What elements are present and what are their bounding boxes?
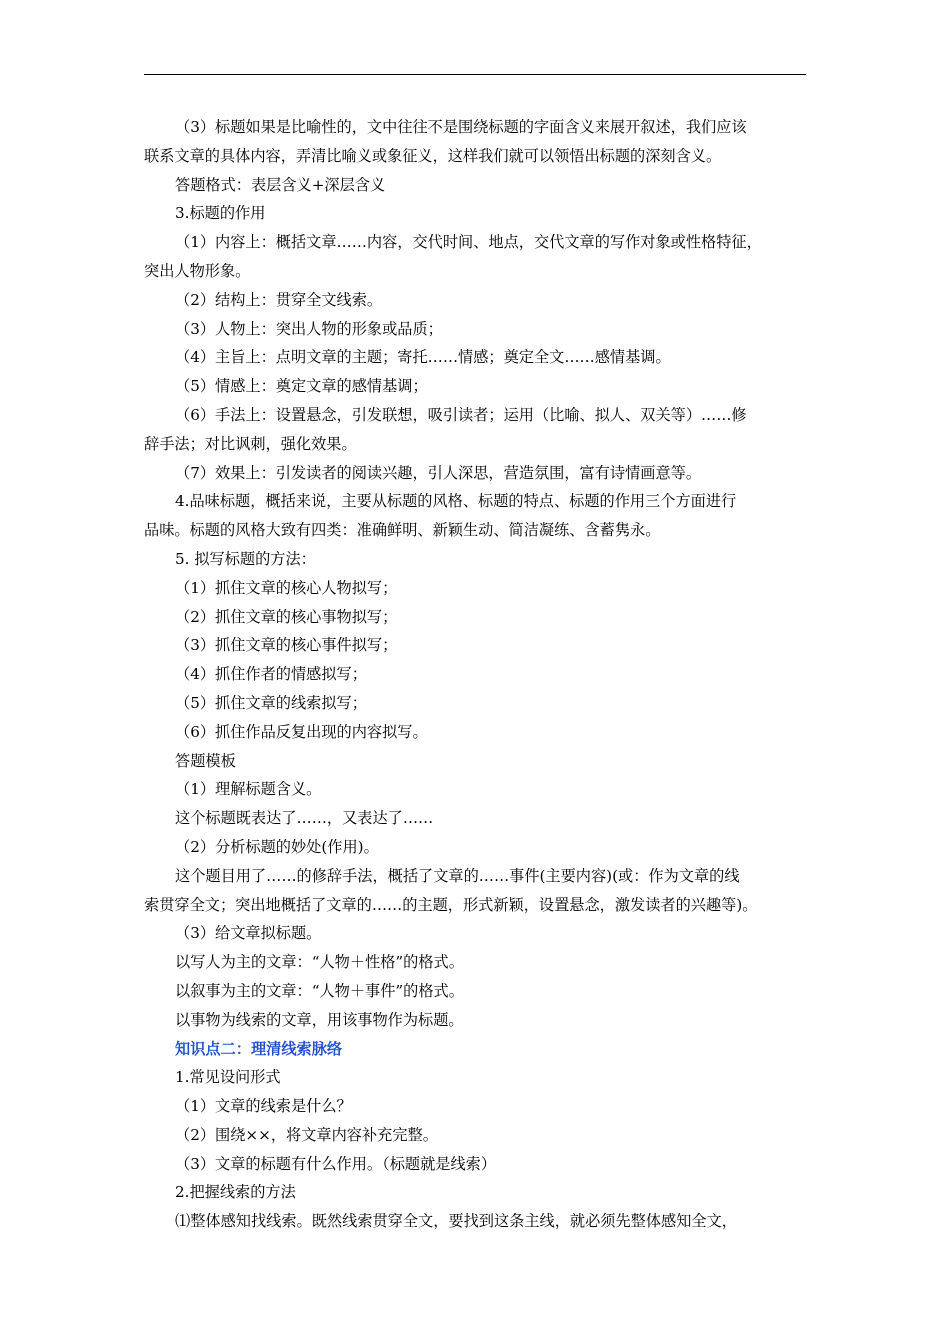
text-line: 辞手法；对比讽刺，强化效果。 (144, 434, 357, 453)
text-line: 以写人为主的文章：“人物＋性格”的格式。 (175, 953, 464, 972)
text-line: （6）手法上：设置悬念，引发联想，吸引读者；运用（比喻、拟人、双关等）……修 (175, 405, 747, 424)
text-line: 这个题目用了……的修辞手法，概括了文章的……事件(主要内容)(或：作为文章的线 (175, 866, 740, 885)
text-line: （5）抓住文章的线索拟写； (175, 693, 367, 712)
text-line: （6）抓住作品反复出现的内容拟写。 (175, 722, 428, 741)
text-line: 联系文章的具体内容，弄清比喻义或象征义，这样我们就可以领悟出标题的深刻含义。 (144, 146, 722, 165)
text-line: 以叙事为主的文章：“人物＋事件”的格式。 (175, 981, 464, 1000)
text-line: 5. 拟写标题的方法： (175, 549, 316, 568)
text-line: 索贯穿全文；突出地概括了文章的……的主题，形式新颖，设置悬念，激发读者的兴趣等)。 (144, 895, 758, 914)
text-line: ⑴整体感知找线索。既然线索贯穿全文，要找到这条主线，就必须先整体感知全文， (175, 1212, 737, 1231)
text-line: （3）标题如果是比喻性的，文中往往不是围绕标题的字面含义来展开叙述，我们应该 (175, 118, 747, 136)
text-line: （2）结构上：贯穿全文线索。 (175, 290, 383, 309)
text-line: 以事物为线索的文章，用该事物作为标题。 (175, 1010, 464, 1029)
text-line: （1）理解标题含义。 (175, 780, 322, 799)
text-line: （7）效果上：引发读者的阅读兴趣，引人深思，营造氛围，富有诗情画意等。 (175, 463, 702, 482)
text-line: （3）抓住文章的核心事件拟写； (175, 636, 398, 655)
text-line: 2.把握线索的方法 (175, 1183, 296, 1202)
section-heading: 知识点二：理清线索脉络 (175, 1039, 343, 1058)
text-line: 1.常见设问形式 (175, 1068, 281, 1087)
text-line: （3）人物上：突出人物的形象或品质； (175, 319, 443, 338)
text-line: 3.标题的作用 (175, 204, 266, 223)
text-line: 突出人物形象。 (144, 261, 251, 280)
text-line: （1）文章的线索是什么？ (175, 1097, 352, 1116)
text-line: （3）给文章拟标题。 (175, 924, 322, 943)
text-line: 答题模板 (175, 751, 236, 770)
document-body (144, 113, 808, 1236)
text-line: 4.品味标题，概括来说，主要从标题的风格、标题的特点、标题的作用三个方面进行 (175, 492, 737, 511)
text-line: （2）抓住文章的核心事物拟写； (175, 607, 398, 626)
text-line: 这个标题既表达了……，又表达了…… (175, 809, 434, 828)
text-line: （3）文章的标题有什么作用。（标题就是线索） (175, 1154, 497, 1173)
text-line: 品味。标题的风格大致有四类：准确鲜明、新颖生动、简洁凝练、含蓄隽永。 (144, 521, 661, 540)
header-rule (144, 74, 806, 75)
text-line: （1）内容上：概括文章……内容，交代时间、地点，交代文章的写作对象或性格特征， (175, 233, 762, 252)
text-line: （4）主旨上：点明文章的主题；寄托……情感；奠定全文……感情基调。 (175, 348, 671, 367)
text-line: （1）抓住文章的核心人物拟写； (175, 578, 398, 597)
text-line: （2）围绕××，将文章内容补充完整。 (175, 1125, 438, 1144)
text-line: （5）情感上：奠定文章的感情基调； (175, 377, 428, 396)
text-line: 答题格式：表层含义+深层含义 (175, 175, 386, 194)
text-line: （4）抓住作者的情感拟写； (175, 665, 367, 684)
text-line: （2）分析标题的妙处(作用)。 (175, 837, 379, 856)
